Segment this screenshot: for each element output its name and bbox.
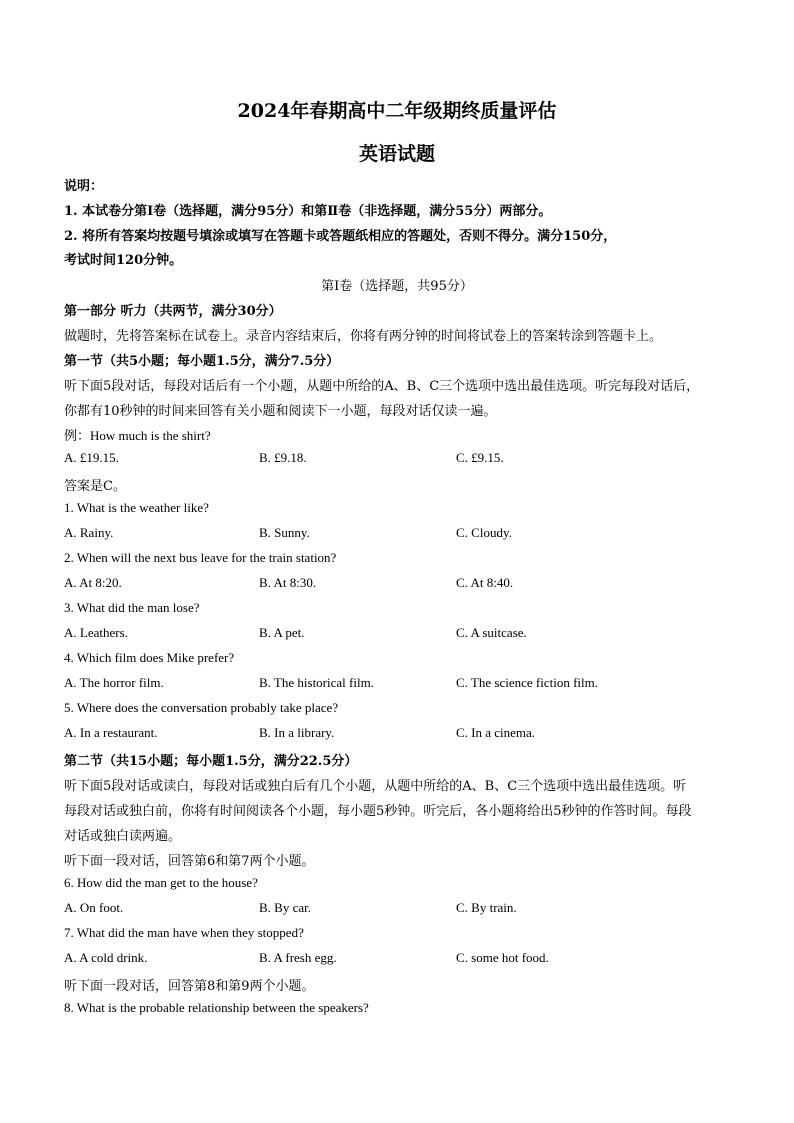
q3-option-a: A. Leathers. [64,625,128,640]
question-4: 4. Which film does Mike prefer? [64,650,235,665]
part1-heading: 第一部分 听力（共两节，满分30分） [64,304,282,319]
q1-option-c: C. Cloudy. [456,525,512,540]
example-option-c: C. £9.15. [456,450,504,465]
q5-option-c: C. In a cinema. [456,725,536,740]
dialog2-prompt: 听下面一段对话，回答第8和第9两个小题。 [64,979,315,994]
exam-title: 2024年春期高中二年级期终质量评估 [237,100,557,122]
example-option-b: B. £9.18. [259,450,307,465]
question-7: 7. What did the man have when they stopped? [64,925,304,940]
section2-intro-line1: 听下面5段对话或读白，每段对话或独白后有几个小题，从题中所给的A、B、C三个选项中选出最佳选项。听 [64,779,687,794]
q1-option-b: B. Sunny. [259,525,310,540]
question-8: 8. What is the probable relationship between the speakers? [64,1000,369,1015]
question-3: 3. What did the man lose? [64,600,200,615]
example-question: 例：How much is the shirt? [64,428,211,443]
q4-option-a: A. The horror film. [64,675,164,690]
instruction-1: 1. 本试卷分第Ⅰ卷（选择题，满分95分）和第Ⅱ卷（非选择题，满分55分）两部分。 [64,204,552,219]
dialog1-prompt: 听下面一段对话，回答第6和第7两个小题。 [64,854,315,869]
question-2: 2. When will the next bus leave for the train station? [64,550,337,565]
q2-option-a: A. At 8:20. [64,575,122,590]
question-6: 6. How did the man get to the house? [64,875,258,890]
q2-option-c: C. At 8:40. [456,575,514,590]
part1-intro: 做题时，先将答案标在试卷上。录音内容结束后，你将有两分钟的时间将试卷上的答案转涂到答题卡上。 [64,329,663,344]
q7-option-c: C. some hot food. [456,950,549,965]
q6-option-b: B. By car. [259,900,311,915]
q6-option-c: C. By train. [456,900,517,915]
q3-option-c: C. A suitcase. [456,625,527,640]
example-answer: 答案是C。 [64,479,126,494]
exam-subtitle: 英语试题 [358,143,435,165]
q4-option-b: B. The historical film. [259,675,374,690]
section2-heading: 第二节（共15小题；每小题1.5分，满分22.5分） [64,754,358,769]
instructions-label: 说明： [64,179,104,194]
q1-option-a: A. Rainy. [64,525,114,540]
question-5: 5. Where does the conversation probably take place? [64,700,339,715]
q7-option-a: A. A cold drink. [64,950,148,965]
instruction-2-line2: 考试时间120分钟。 [64,253,183,268]
section2-intro-line3: 对话或独白读两遍。 [64,829,182,844]
q3-option-b: B. A pet. [259,625,305,640]
q7-option-b: B. A fresh egg. [259,950,337,965]
example-option-a: A. £19.15. [64,450,119,465]
q2-option-b: B. At 8:30. [259,575,317,590]
instruction-2-line1: 2. 将所有答案均按题号填涂或填写在答题卡或答题纸相应的答题处，否则不得分。满分150分， [64,229,617,244]
q6-option-a: A. On foot. [64,900,124,915]
question-1: 1. What is the weather like? [64,500,209,515]
q4-option-c: C. The science fiction film. [456,675,598,690]
section1-intro-line1: 听下面5段对话，每段对话后有一个小题，从题中所给的A、B、C三个选项中选出最佳选项。听完每段对话后， [64,379,700,394]
q5-option-a: A. In a restaurant. [64,725,158,740]
q5-option-b: B. In a library. [259,725,335,740]
section1-heading: 第一节（共5小题；每小题1.5分，满分7.5分） [64,354,340,369]
section2-intro-line2: 每段对话或独白前，你将有时间阅读各个小题，每小题5秒钟。听完后，各小题将给出5秒钟的作答时间。每段 [64,804,692,819]
section1-intro-line2: 你都有10秒钟的时间来回答有关小题和阅读下一小题，每段对话仅读一遍。 [64,404,497,419]
volume1-heading: 第Ⅰ卷（选择题，共95分） [321,279,473,294]
